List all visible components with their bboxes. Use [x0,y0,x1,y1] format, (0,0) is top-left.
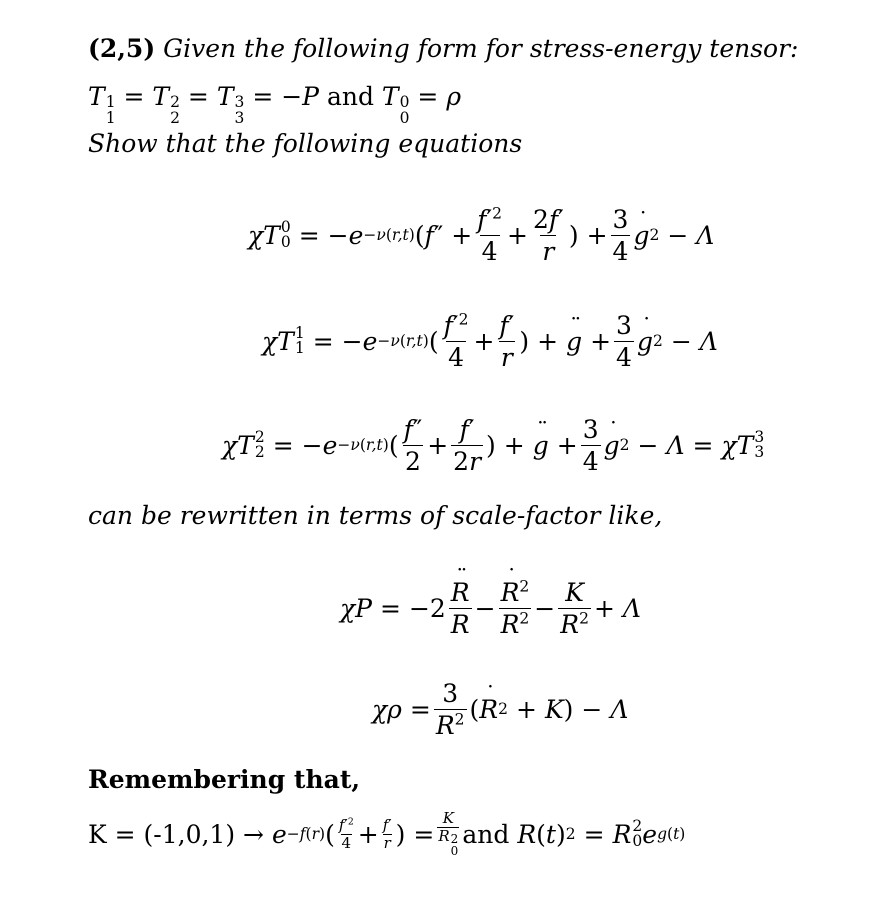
fraction: $\frac{3}{4}$ [616,310,632,372]
problem-heading [88,34,798,64]
and-word: and [326,82,374,111]
fraction: $\frac{f'}{2r}$ [453,414,482,476]
fraction: K R 2 0 [438,809,459,858]
remember-text: Remembering that, [88,765,361,794]
problem-number: (2,5) [88,34,156,63]
fraction: $\frac{3}{4}$ [612,204,629,266]
equation-t22: χT 2 2 = − e −ν(r,t) ( $\frac{f''}{2}$ + $\frac{f'}{2r}$ ) + ¨ g + $\frac{3}{4}$ ˙ g 2 − Λ = χT 3 3 [222,410,764,480]
fraction: $\frac{2f'}{r}$ [532,204,564,266]
fraction: $\frac{f'}{r}$ [382,815,392,852]
equation-t11: χT 1 1 = − e −ν(r,t) ( $\frac{f'^2}{4}$ + $\frac{f'}{r}$ ) + ¨ g + $\frac{3}{4}$ ˙ g 2 − Λ [262,306,718,376]
fraction: ¨ $\frac{R}{R}$ [449,580,472,637]
fraction: $\frac{3}{4}$ [582,414,599,476]
rewrite-text: can be rewritten in terms of scale-factor like, [88,501,663,530]
fraction: $\frac{3}{R^2}$ [435,678,465,740]
fraction: $\frac{f'^2}{4}$ [443,310,469,372]
equation-t00: χT 0 0 = − e −ν(r,t) ( f ″ + $\frac{f'^2}{4}$ + $\frac{2f'}{r}$ ) + $\frac{3}{4}$ ˙ g 2 − Λ [248,200,714,270]
fraction: $\frac{f'^2}{4}$ [477,204,502,266]
fraction: $\frac{f'^2}{4}$ [338,815,354,852]
fraction: $\frac{f'}{r}$ [499,310,515,372]
k-label: K = (-1,0,1) → [88,819,264,849]
scale-factor-relation: K = (-1,0,1) → e −f(r) ( $\frac{f'^2}{4}$ + $\frac{f'}{r}$ ) = K R 2 0 and R ( t ) 2 = R 2 0 e g(t) [88,809,686,858]
show-text: Show that the following equations [88,129,523,158]
fraction: $\frac{f''}{2}$ [403,414,423,476]
fraction: $\frac{K}{R^2}$ [560,577,589,639]
equation-pressure: χP = −2 ¨ $\frac{R}{R}$ − ˙ $\frac{R^2}{R^2}$ − $\frac{K}{R^2}$ + Λ [340,570,641,646]
fraction: ˙ $\frac{R^2}{R^2}$ [499,580,532,637]
problem-intro: Given the following form for stress-energy tensor: [163,34,799,63]
equation-density: χρ = $\frac{3}{R^2}$ ( ˙ R 2 + K ) − Λ [372,674,628,744]
and-word-2: and [462,819,510,849]
tensor-definition: T 1 1 = T 2 2 = T 3 3 = −P and T 0 0 = ρ [88,82,462,127]
